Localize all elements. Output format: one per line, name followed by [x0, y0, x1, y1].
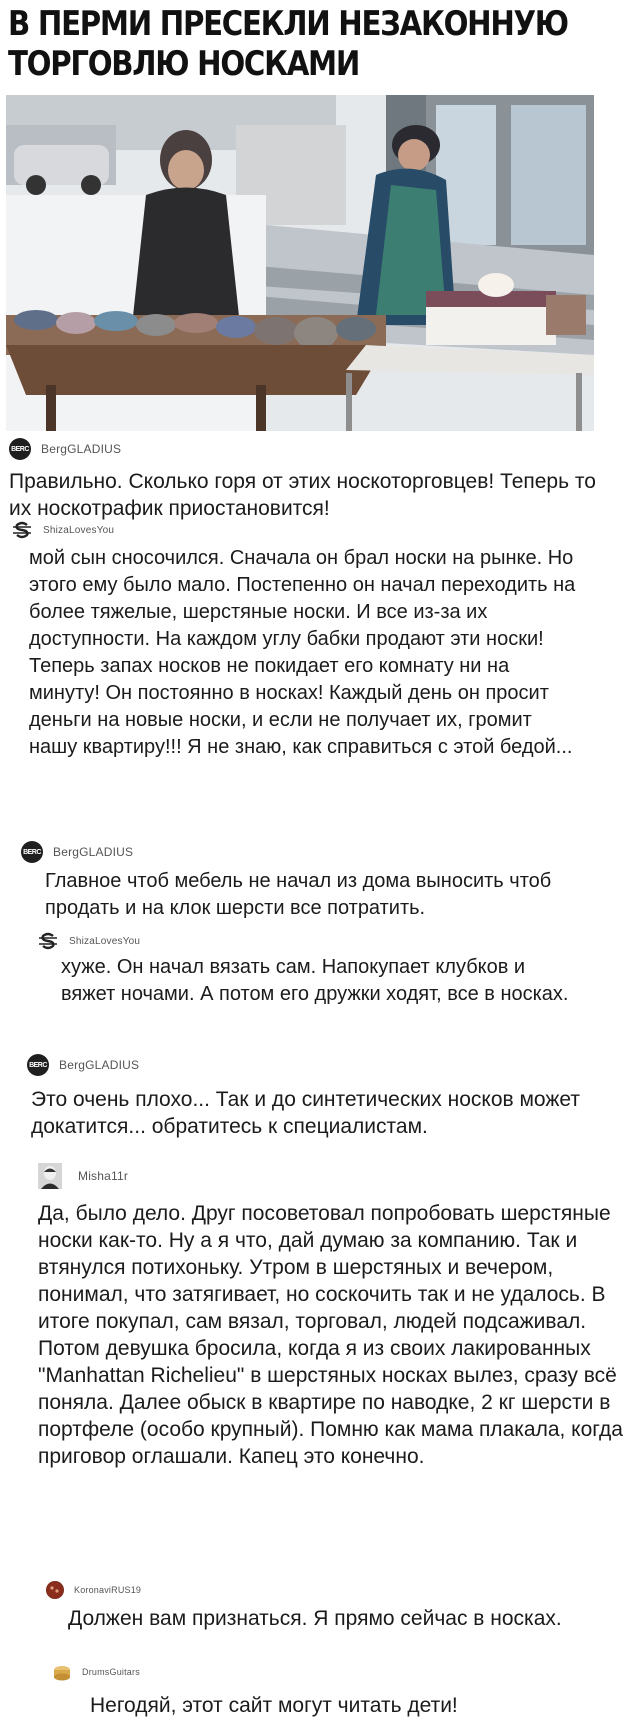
comment: [11, 521, 611, 761]
comment-header: [37, 932, 617, 950]
comment-text: Главное чтоб мебель не начал из дома выносить чтоб продать и на клок шерсти все потратить.: [45, 870, 552, 919]
drum-icon[interactable]: [52, 1662, 72, 1682]
comment: [37, 932, 617, 1008]
comment-text: Это очень плохо... Так и до синтетических носков может докатится... обратитесь к специалистам.: [31, 1088, 581, 1138]
comment: [27, 1054, 617, 1140]
virus-icon[interactable]: [46, 1581, 64, 1599]
dollar-s-icon[interactable]: [37, 930, 59, 952]
comment: [38, 1163, 638, 1470]
comment-header: [9, 438, 609, 460]
comment: [9, 438, 609, 522]
comment-header: [52, 1662, 612, 1682]
comment: [52, 1662, 612, 1719]
username-link[interactable]: BergGLADIUS: [41, 442, 122, 456]
username-link[interactable]: Misha11r: [78, 1169, 129, 1183]
comment-text: Правильно. Сколько горя от этих носкоторговцев! Теперь то их носкотрафик приостановится!: [9, 470, 596, 520]
comment-header: [27, 1054, 617, 1076]
username-link[interactable]: DrumsGuitars: [82, 1667, 140, 1677]
headline-line-2: ТОРГОВЛЮ НОСКАМИ: [8, 44, 360, 84]
comment: [21, 841, 611, 922]
comment-header: [21, 841, 611, 863]
street-vendors-image: [6, 95, 594, 431]
comment-header: [38, 1163, 638, 1189]
username-link[interactable]: ShizaLovesYou: [43, 524, 115, 536]
comment-text: Должен вам признаться. Я прямо сейчас в носках.: [68, 1607, 562, 1630]
portrait-icon[interactable]: [38, 1163, 62, 1189]
username-link[interactable]: ShizaLovesYou: [69, 935, 141, 947]
username-link[interactable]: BergGLADIUS: [59, 1058, 140, 1072]
username-link[interactable]: BergGLADIUS: [53, 845, 134, 859]
headline-line-1: В ПЕРМИ ПРЕСЕКЛИ НЕЗАКОННУЮ: [8, 4, 568, 44]
berc-logo-icon[interactable]: BERC: [9, 438, 31, 460]
comment-text: Да, было дело. Друг посоветовал попробовать шерстяные носки как-то. Ну а я что, дай думаю за компанию. Так и втянулся потихоньку. Утром в шерстяных и вечером, понимал, что затягивает, но соскочить так и не удалось. В итоге покупал, сам вязал, торговал, людей подсаживал. Потом девушка бросила, когда я из своих лакированных "Manhattan Richelieu" в шерстяных носках вылез, сразу всё поняла. Далее обыск в квартире по наводке, 2 кг шерсти в портфеле (особо крупный). Помню как мама плакала, когда приговор оглашали. Капец это конечно.: [38, 1202, 623, 1468]
headline: [8, 4, 627, 84]
berc-logo-icon[interactable]: BERC: [27, 1054, 49, 1076]
comment-header: [46, 1580, 606, 1600]
news-photo: [6, 95, 594, 431]
comment-text: Негодяй, этот сайт могут читать дети!: [90, 1694, 458, 1717]
dollar-s-icon[interactable]: [11, 519, 33, 541]
comment: [46, 1580, 606, 1632]
berc-logo-icon[interactable]: BERC: [21, 841, 43, 863]
comment-header: [11, 521, 611, 539]
comment-text: хуже. Он начал вязать сам. Напокупает клубков и вяжет ночами. А потом его дружки ходят, все в носках.: [61, 956, 569, 1005]
username-link[interactable]: KoronaviRUS19: [74, 1585, 142, 1595]
comment-text: мой сын сносочился. Сначала он брал носки на рынке. Но этого ему было мало. Постепенно он начал переходить на более тяжелые, шерстяные носки. И все из-за их доступности. На каждом углу бабки продают эти носки! Теперь запах носков не покидает его комнату ни на минуту! Он постоянно в носках! Каждый день он просит деньги на новые носки, и если не получает их, громит нашу квартиру!!! Я не знаю, как справиться с этой бедой...: [29, 547, 576, 758]
